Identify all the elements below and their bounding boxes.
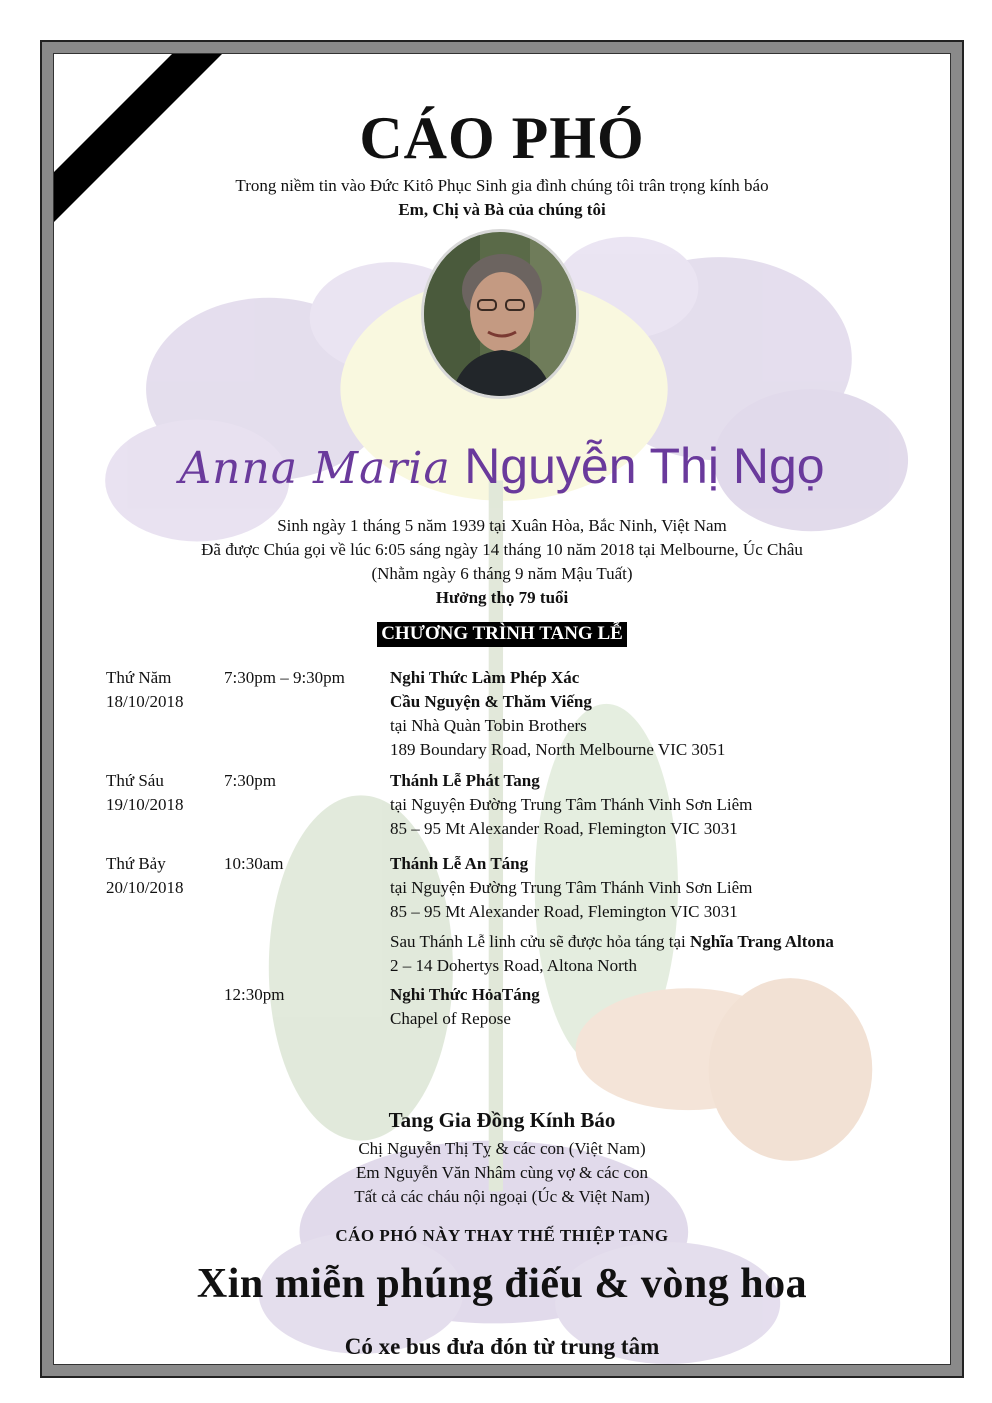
event-time: 10:30am (224, 854, 284, 873)
event-title: Nghi Thức Làm Phép Xác (390, 668, 580, 687)
age-line: Hưởng thọ 79 tuổi (435, 588, 569, 607)
event-address: 85 – 95 Mt Alexander Road, Flemington VIC 3031 (390, 819, 738, 838)
event-title: Nghi Thức HỏaTáng (390, 985, 540, 1004)
event-place: tại Nguyện Đường Trung Tâm Thánh Vinh Sơn Liêm (390, 795, 753, 814)
event-date: 18/10/2018 (106, 692, 184, 711)
replacement-notice: CÁO PHÓ NÀY THAY THẾ THIỆP TANG (335, 1226, 669, 1245)
lunar-date-line: (Nhằm ngày 6 tháng 9 năm Mậu Tuất) (371, 564, 633, 583)
schedule-event (106, 666, 926, 769)
flower-request: Xin miễn phúng điếu & vòng hoa (196, 1261, 808, 1307)
relation-line: Em, Chị và Bà của chúng tôi (398, 200, 606, 219)
death-line: Đã được Chúa gọi về lúc 6:05 sáng ngày 14 tháng 10 năm 2018 tại Melbourne, Úc Châu (201, 540, 803, 559)
event-title-secondary: Cầu Nguyện & Thăm Viếng (390, 692, 592, 711)
event-weekday: Thứ Năm (106, 668, 172, 687)
intro-line: Trong niềm tin vào Đức Kitô Phục Sinh gia đình chúng tôi trân trọng kính báo (235, 176, 769, 195)
biography (54, 514, 950, 610)
event-date: 20/10/2018 (106, 878, 184, 897)
notice-card (53, 53, 951, 1365)
event-time: 7:30pm – 9:30pm (224, 668, 345, 687)
event-title: Thánh Lễ Phát Tang (390, 771, 540, 790)
schedule-event (106, 769, 926, 852)
family-member: Chị Nguyễn Thị Tỵ & các con (Việt Nam) (358, 1139, 646, 1158)
cemetery-address: 2 – 14 Dohertys Road, Altona North (390, 956, 637, 975)
funeral-schedule (106, 666, 926, 1035)
family-members (54, 1137, 950, 1209)
birth-line: Sinh ngày 1 tháng 5 năm 1939 tại Xuân Hòa, Bắc Ninh, Việt Nam (277, 516, 727, 535)
event-time: 7:30pm (224, 771, 276, 790)
cemetery-name: Nghĩa Trang Altona (689, 932, 834, 951)
page-title: CÁO PHÓ (359, 105, 645, 171)
event-weekday: Thứ Bảy (106, 854, 166, 873)
cremation-note: Sau Thánh Lễ linh cửu sẽ được hỏa táng tại Nghĩa Trang Altona (390, 932, 834, 951)
portrait-photo (420, 228, 580, 400)
event-date: 19/10/2018 (106, 795, 184, 814)
page-frame (40, 40, 964, 1378)
event-place: tại Nhà Quàn Tobin Brothers (390, 716, 587, 735)
family-member: Em Nguyễn Văn Nhâm cùng vợ & các con (356, 1163, 648, 1182)
schedule-event (106, 852, 926, 983)
deceased-name (54, 434, 950, 496)
schedule-event (106, 983, 926, 1035)
event-time: 12:30pm (224, 985, 285, 1004)
program-heading: CHƯƠNG TRÌNH TANG LỄ (377, 622, 627, 647)
bus-service-note: Có xe bus đưa đón từ trung tâm (344, 1334, 660, 1359)
event-address: 85 – 95 Mt Alexander Road, Flemington VIC 3031 (390, 902, 738, 921)
given-name: Anna Maria (179, 443, 451, 494)
event-title: Thánh Lễ An Táng (390, 854, 529, 873)
family-heading: Tang Gia Đồng Kính Báo (388, 1108, 616, 1132)
event-place: tại Nguyện Đường Trung Tâm Thánh Vinh Sơn Liêm (390, 878, 753, 897)
family-member: Tất cả các cháu nội ngoại (Úc & Việt Nam) (354, 1187, 650, 1206)
event-weekday: Thứ Sáu (106, 771, 164, 790)
family-name: Nguyễn Thị Ngọ (464, 438, 825, 494)
event-address: 189 Boundary Road, North Melbourne VIC 3051 (390, 740, 726, 759)
event-place: Chapel of Repose (390, 1009, 511, 1028)
